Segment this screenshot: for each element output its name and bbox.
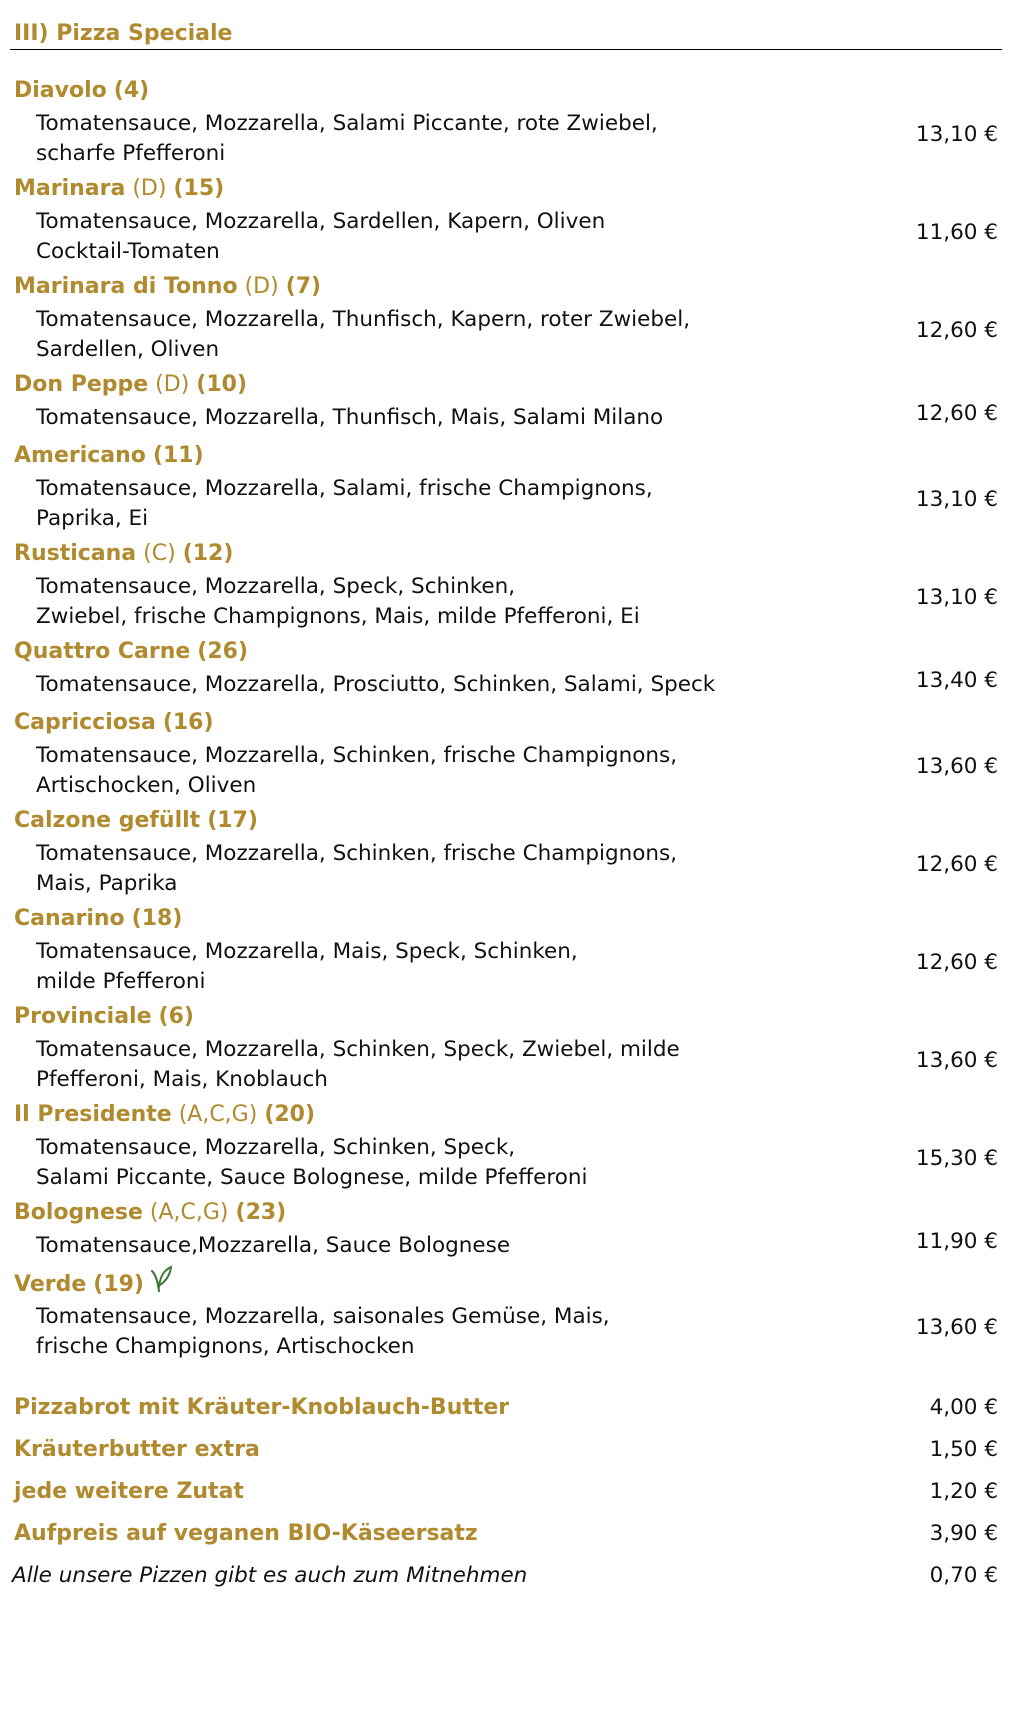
section-title: III) Pizza Speciale <box>14 21 233 46</box>
item-name <box>14 274 321 299</box>
pizza-number: (6) <box>158 1004 194 1029</box>
pizza-name: Diavolo <box>14 78 107 103</box>
item-description <box>36 207 605 266</box>
item-name <box>14 1004 194 1029</box>
item-description <box>36 1035 680 1094</box>
pizza-number: (10) <box>196 372 248 397</box>
item-price: 11,90 € <box>915 1229 998 1254</box>
pizza-name: Capricciosa <box>14 710 156 735</box>
extra-row <box>0 1395 1012 1425</box>
pizza-name: Calzone gefüllt <box>14 808 201 833</box>
item-price: 13,10 € <box>915 122 998 147</box>
description-line: Artischocken, Oliven <box>36 772 257 798</box>
item-name <box>14 78 149 103</box>
item-name <box>14 1102 315 1127</box>
description-line: Tomatensauce, Mozzarella, saisonales Gemüse, Mais, <box>36 1304 610 1329</box>
pizza-number: (16) <box>162 710 214 735</box>
item-description <box>36 1302 610 1361</box>
item-price: 12,60 € <box>915 852 998 877</box>
pizza-name: Americano <box>14 443 146 468</box>
allergen-codes: (C) <box>143 541 176 566</box>
description-line: Zwiebel, frische Champignons, Mais, milde Pfefferoni, Ei <box>36 603 640 629</box>
item-description <box>36 1231 510 1261</box>
description-line: Tomatensauce, Mozzarella, Speck, Schinken, <box>36 574 516 599</box>
item-name <box>14 1271 174 1299</box>
pizza-name: Marinara <box>14 176 126 201</box>
item-name <box>14 906 182 931</box>
pizza-name: Marinara di Tonno <box>14 274 238 299</box>
description-line: Tomatensauce, Mozzarella, Schinken, Speck, Zwiebel, milde <box>36 1037 680 1062</box>
pizza-number: (23) <box>235 1200 287 1225</box>
pizza-number: (12) <box>182 541 234 566</box>
item-price: 13,40 € <box>915 668 998 693</box>
extra-label: jede weitere Zutat <box>14 1479 244 1504</box>
pizza-name: Il Presidente <box>14 1102 172 1127</box>
description-line: frische Champignons, Artischocken <box>36 1333 415 1359</box>
item-name <box>14 639 248 664</box>
pizza-number: (15) <box>173 176 225 201</box>
section-divider <box>10 49 1002 50</box>
pizza-name: Rusticana <box>14 541 137 566</box>
item-name <box>14 443 204 468</box>
item-price: 13,10 € <box>915 585 998 610</box>
item-description <box>36 741 677 800</box>
item-name <box>14 808 258 833</box>
description-line: Mais, Paprika <box>36 870 178 896</box>
pizza-name: Canarino <box>14 906 125 931</box>
description-line: Tomatensauce, Mozzarella, Schinken, frische Champignons, <box>36 743 678 768</box>
pizza-number: (20) <box>264 1102 316 1127</box>
description-line: Cocktail-Tomaten <box>36 238 220 264</box>
extra-label: Kräuterbutter extra <box>14 1437 260 1462</box>
description-line: Tomatensauce, Mozzarella, Thunfisch, Mais, Salami Milano <box>36 405 664 430</box>
pizza-name: Don Peppe <box>14 372 149 397</box>
description-line: Salami Piccante, Sauce Bolognese, milde Pfefferoni <box>36 1164 588 1190</box>
item-name <box>14 541 233 566</box>
pizza-number: (26) <box>197 639 249 664</box>
description-line: Tomatensauce, Mozzarella, Schinken, frische Champignons, <box>36 841 678 866</box>
description-line: Tomatensauce, Mozzarella, Salami Piccante, rote Zwiebel, <box>36 111 658 136</box>
item-description <box>36 1133 587 1192</box>
item-description <box>36 109 658 168</box>
pizza-number: (19) <box>93 1272 144 1297</box>
extra-price: 4,00 € <box>929 1395 998 1420</box>
extra-row <box>0 1563 1012 1593</box>
item-price: 12,60 € <box>915 950 998 975</box>
pizza-name: Bolognese <box>14 1200 143 1225</box>
allergen-codes: (D) <box>244 274 279 299</box>
extra-label: Aufpreis auf veganen BIO-Käseersatz <box>14 1521 478 1546</box>
leaf-icon <box>148 1265 174 1299</box>
item-description <box>36 403 663 433</box>
description-line: Tomatensauce, Mozzarella, Sardellen, Kapern, Oliven <box>36 209 606 234</box>
item-description <box>36 839 677 898</box>
item-description <box>36 572 640 631</box>
takeaway-note: Alle unsere Pizzen gibt es auch zum Mitnehmen <box>12 1563 528 1588</box>
item-price: 11,60 € <box>915 220 998 245</box>
allergen-codes: (A,C,G) <box>178 1102 258 1127</box>
pizza-name: Verde <box>14 1272 87 1297</box>
item-price: 13,60 € <box>915 1048 998 1073</box>
description-line: milde Pfefferoni <box>36 968 206 994</box>
description-line: Tomatensauce, Mozzarella, Salami, frische Champignons, <box>36 476 653 501</box>
allergen-codes: (A,C,G) <box>149 1200 229 1225</box>
extra-price: 1,50 € <box>929 1437 998 1462</box>
description-line: Pfefferoni, Mais, Knoblauch <box>36 1066 328 1092</box>
description-line: scharfe Pfefferoni <box>36 140 226 166</box>
pizza-number: (11) <box>152 443 204 468</box>
item-price: 13,60 € <box>915 1315 998 1340</box>
allergen-codes: (D) <box>132 176 167 201</box>
description-line: Paprika, Ei <box>36 505 149 531</box>
item-price: 12,60 € <box>915 318 998 343</box>
description-line: Tomatensauce, Mozzarella, Schinken, Speck, <box>36 1135 516 1160</box>
extra-row <box>0 1437 1012 1467</box>
description-line: Tomatensauce, Mozzarella, Mais, Speck, Schinken, <box>36 939 578 964</box>
item-description <box>36 670 715 700</box>
extra-row <box>0 1521 1012 1551</box>
item-name <box>14 1200 286 1225</box>
item-description <box>36 305 690 364</box>
pizza-number: (4) <box>113 78 150 103</box>
pizza-name: Quattro Carne <box>14 639 191 664</box>
pizza-number: (17) <box>207 808 258 833</box>
item-description <box>36 937 578 996</box>
item-price: 13,60 € <box>915 754 998 779</box>
item-price: 12,60 € <box>915 401 998 426</box>
item-name <box>14 710 214 735</box>
description-line: Tomatensauce, Mozzarella, Thunfisch, Kapern, roter Zwiebel, <box>36 307 691 332</box>
extra-row <box>0 1479 1012 1509</box>
item-price: 13,10 € <box>915 487 998 512</box>
extra-price: 0,70 € <box>929 1563 998 1588</box>
pizza-number: (18) <box>131 906 183 931</box>
description-line: Tomatensauce,Mozzarella, Sauce Bolognese <box>36 1233 511 1258</box>
item-description <box>36 474 653 533</box>
pizza-name: Provinciale <box>14 1004 152 1029</box>
extra-price: 3,90 € <box>929 1521 998 1546</box>
extra-label: Pizzabrot mit Kräuter-Knoblauch-Butter <box>14 1395 510 1420</box>
item-price: 15,30 € <box>915 1146 998 1171</box>
allergen-codes: (D) <box>155 372 190 397</box>
pizza-number: (7) <box>285 274 322 299</box>
description-line: Sardellen, Oliven <box>36 336 220 362</box>
item-name <box>14 372 247 397</box>
description-line: Tomatensauce, Mozzarella, Prosciutto, Schinken, Salami, Speck <box>36 672 716 697</box>
item-name <box>14 176 224 201</box>
extra-price: 1,20 € <box>929 1479 998 1504</box>
